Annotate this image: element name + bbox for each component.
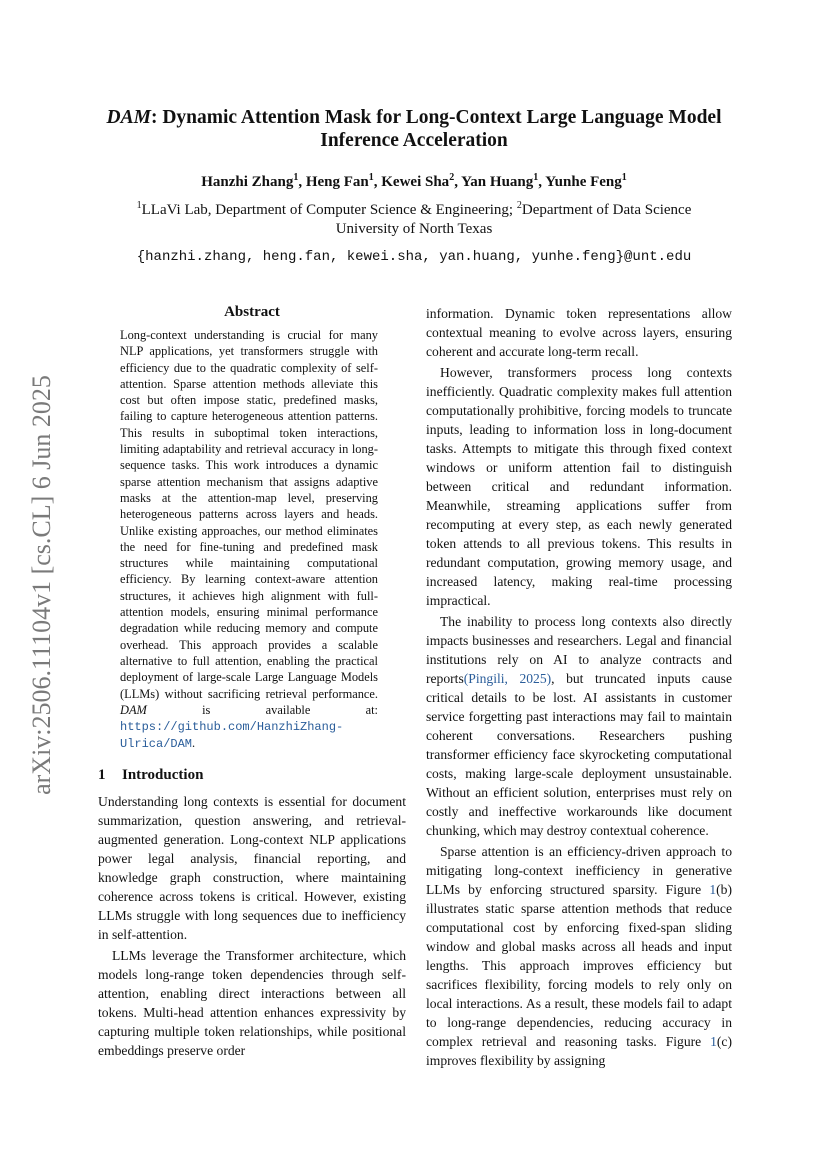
right-column — [426, 304, 732, 1070]
author-emails: {hanzhi.zhang, heng.fan, kewei.sha, yan.huang, yunhe.feng}@unt.edu — [136, 249, 692, 265]
author: Kewei Sha$^2$ — [381, 172, 455, 190]
intro-paragraph-2: LLMs leverage the Transformer architecture, which models long-range token dependencies through self-attention, enabling direct interactions between all tokens. Multi-head attention enhances expressivity by capturing multiple token relationships, while positional embeddings preserve order — [98, 947, 406, 1058]
author: Hanzhi Zhang$^1$ — [201, 172, 299, 190]
figure-ref-link[interactable]: 1 — [709, 882, 717, 897]
intro-paragraph-1: Understanding long contexts is essential for document summarization, question answering, and retrieval-augmented generation. Long-context NLP applications power legal analysis, financial reporting, and knowledge graph construction, where maintaining coherence across tokens is critical. However, existing LLMs struggle with long sequences due to inefficiency in self-attention. — [98, 793, 406, 942]
code-link[interactable]: https://github.com/HanzhiZhang-Ulrica/DAM — [120, 720, 344, 752]
citation-link[interactable]: (Pingili, 2025) — [463, 671, 552, 686]
figure-ref-link[interactable]: 1 — [710, 1034, 717, 1049]
right-paragraph-2: However, transformers process long contexts inefficiently. Quadratic complexity makes full attention computationally prohibitive, forcing models to truncate inputs, leading to information loss in long-document tasks. Attempts to mitigate this through fixed context windows or uniform attention fail to distinguish between critical and redundant information. Meanwhile, streaming applications suffer from recomputing at every step, as each newly generated token attends to all previous tokens. This results in redundant computation, growing memory usage, and increased latency, making real-time processing impractical. — [426, 365, 732, 608]
title-italic: DAM — [106, 107, 151, 128]
author: Heng Fan$^1$ — [305, 172, 374, 190]
abstract-heading: Abstract — [224, 304, 280, 320]
right-paragraph-1: information. Dynamic token representations allow contextual meaning to evolve across layers, ensuring coherent and accurate long-term recall. — [426, 306, 732, 359]
right-paragraph-3: The inability to process long contexts also directly impacts businesses and researchers. Legal and financial institutions rely on AI to analyze contracts and reports(Pingili, 2025), but truncated inputs cause critical details to be lost. AI assistants in customer service forgetting past interactions may fail to maintain coherent conversations. Researchers pushing transformer efficiency face skyrocketing computational costs, making large-scale deployment unsustainable. Without an efficient solution, enterprises must rely on costly and ineffective workarounds like document chunking, which may destroy contextual coherence. — [426, 614, 732, 838]
section-heading-introduction: 1 Introduction — [98, 766, 204, 783]
left-column — [98, 304, 406, 1060]
author: Yunhe Feng$^1$ — [545, 172, 627, 190]
arxiv-stamp: arXiv:2506.11104v1 [cs.CL] 6 Jun 2025 — [27, 375, 56, 795]
affiliations: $^1$LLaVi Lab, Department of Computer Science & Engineering; $^2$Department of Data Science University of North Texas — [136, 200, 692, 237]
author: Yan Huang$^1$ — [461, 172, 539, 190]
paper-title — [80, 106, 748, 152]
abstract-text: Long-context understanding is crucial for many NLP applications, yet transformers struggle with efficiency due to the quadratic complexity of self-attention. Sparse attention methods alleviate this cost but often impose static, predefined masks, failing to capture heterogeneous attention patterns. This results in suboptimal token interactions, limiting adaptability and retrieval accuracy in long-sequence tasks. This work introduces a dynamic sparse attention mechanism that assigns adaptive masks at the attention-map level, preserving heterogeneous patterns across layers and heads. Unlike existing approaches, our method eliminates the need for fine-tuning and predefined mask structures while maintaining computational efficiency. By learning context-aware attention structures, it achieves high alignment with full-attention models, ensuring minimal performance degradation while reducing memory and compute overhead. This approach provides a scalable alternative to full attention, enabling the practical deployment of large-scale Large Language Models (LLMs) without sacrificing retrieval performance. DAM is available at: https://github.com/HanzhiZhang-Ulrica/DAM. — [120, 328, 378, 752]
author-list: Hanzhi Zhang$^1$, Heng Fan$^1$, Kewei Sha$^2$, Yan Huang$^1$, Yunhe Feng$^1$ — [201, 172, 627, 190]
right-paragraph-4: Sparse attention is an efficiency-driven approach to mitigating long-context inefficiency in generative LLMs by enforcing structured sparsity. Figure 1(b) illustrates static sparse attention methods that reduce computational cost by enforcing fixed-span sliding window and global masks across all heads and input lengths. This approach improves efficiency but sacrifices flexibility, forcing models to rely only on local interactions. As a result, these models fail to adapt to long-range dependencies, reducing accuracy in complex retrieval and reasoning tasks. Figure 1(c) improves flexibility by assigning — [426, 844, 732, 1068]
title-rest: : Dynamic Attention Mask for Long-Context Large Language Model Inference Acceleration — [150, 107, 722, 151]
